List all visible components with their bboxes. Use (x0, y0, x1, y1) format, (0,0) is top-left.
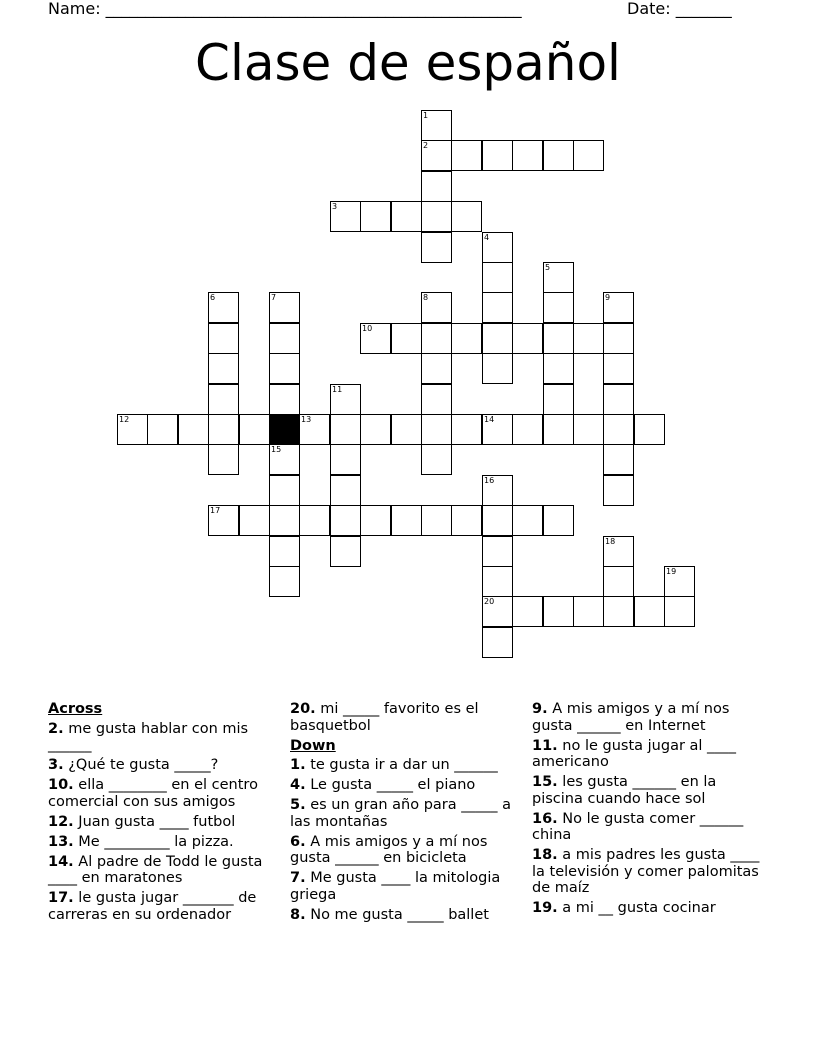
grid-cell[interactable] (573, 140, 604, 171)
clue-number: 18 (605, 537, 616, 546)
grid-cell[interactable] (208, 384, 239, 415)
clue-down-6: 6. A mis amigos y a mí nos gusta ______ en bicicleta (290, 833, 488, 866)
grid-cell[interactable] (421, 110, 452, 141)
grid-cell[interactable] (603, 292, 634, 323)
grid-cell[interactable] (269, 566, 300, 597)
grid-cell[interactable] (330, 475, 361, 506)
clue-number: 20 (484, 597, 495, 606)
across-heading: Across (48, 701, 103, 717)
grid-cell[interactable] (482, 536, 513, 567)
clue-number: 7 (271, 293, 277, 302)
clue-number: 15 (271, 445, 282, 454)
grid-cell[interactable] (421, 444, 452, 475)
grid-cell[interactable] (239, 414, 270, 445)
grid-cell[interactable] (543, 323, 574, 354)
grid-cell[interactable] (573, 596, 604, 627)
grid-cell[interactable] (360, 201, 391, 232)
grid-cell[interactable] (512, 596, 543, 627)
grid-cell[interactable] (269, 444, 300, 475)
grid-cell[interactable] (391, 414, 422, 445)
grid-cell[interactable] (603, 384, 634, 415)
grid-cell[interactable] (330, 201, 361, 232)
clue-across-12: 12. Juan gusta ____ futbol (48, 813, 236, 830)
grid-cell[interactable] (543, 596, 574, 627)
down-heading: Down (290, 737, 336, 754)
grid-cell[interactable] (543, 292, 574, 323)
grid-cell[interactable] (482, 414, 513, 445)
name-field-label: Name: ____________________________________________________ (48, 0, 522, 18)
grid-cell[interactable] (239, 505, 270, 536)
clue-down-4: 4. Le gusta _____ el piano (290, 777, 476, 793)
clue-number: 11 (332, 385, 343, 394)
grid-cell[interactable] (482, 596, 513, 627)
grid-cell[interactable] (208, 353, 239, 384)
grid-cell[interactable] (451, 505, 482, 536)
grid-cell[interactable] (421, 505, 452, 536)
clue-down-15: 15. les gusta ______ en la piscina cuando hace sol (532, 774, 717, 807)
clue-number: 19 (666, 567, 677, 576)
grid-cell[interactable] (603, 566, 634, 597)
grid-cell[interactable] (634, 414, 665, 445)
grid-cell[interactable] (603, 536, 634, 567)
clue-down-1: 1. te gusta ir a dar un ______ (290, 757, 498, 773)
grid-cell[interactable] (482, 353, 513, 384)
clues-column-2 (290, 701, 516, 927)
clue-down-5: 5. es un gran año para _____ a las montañas (290, 797, 511, 830)
grid-cell[interactable] (421, 323, 452, 354)
grid-cell[interactable] (360, 414, 391, 445)
clue-number: 5 (545, 263, 551, 272)
grid-cell[interactable] (330, 414, 361, 445)
grid-cell[interactable] (603, 596, 634, 627)
grid-cell[interactable] (482, 232, 513, 263)
grid-cell[interactable] (208, 444, 239, 475)
clues-column-3 (532, 701, 768, 920)
clue-down-19: 19. a mi __ gusta cocinar (532, 900, 716, 916)
grid-cell[interactable] (512, 140, 543, 171)
grid-cell[interactable] (147, 414, 178, 445)
grid-cell[interactable] (208, 323, 239, 354)
grid-cell[interactable] (421, 232, 452, 263)
clue-number: 14 (484, 415, 495, 424)
page-title: Clase de español (195, 34, 621, 92)
clue-across-14: 14. Al padre de Todd le gusta ____ en maratones (48, 853, 263, 886)
clue-number: 6 (210, 293, 216, 302)
grid-cell[interactable] (360, 323, 391, 354)
clue-number: 2 (423, 141, 429, 150)
grid-cell[interactable] (451, 323, 482, 354)
grid-cell[interactable] (421, 414, 452, 445)
clue-across-17: 17. le gusta jugar _______ de carreras en su ordenador (48, 890, 257, 923)
clue-across-20: 20. mi _____ favorito es el basquetbol (290, 701, 479, 734)
grid-cell[interactable] (421, 384, 452, 415)
clue-number: 10 (362, 324, 373, 333)
grid-cell[interactable] (451, 414, 482, 445)
grid-cell[interactable] (482, 566, 513, 597)
grid-cell[interactable] (117, 414, 148, 445)
grid-cell[interactable] (299, 505, 330, 536)
grid-cell[interactable] (330, 384, 361, 415)
grid-cell[interactable] (269, 323, 300, 354)
grid-cell[interactable] (573, 323, 604, 354)
clue-down-16: 16. No le gusta comer ______ china (532, 810, 744, 843)
grid-cell[interactable] (543, 353, 574, 384)
grid-cell[interactable] (391, 201, 422, 232)
grid-cell[interactable] (269, 536, 300, 567)
grid-cell[interactable] (664, 566, 695, 597)
grid-cell[interactable] (573, 414, 604, 445)
clue-down-8: 8. No me gusta _____ ballet (290, 906, 489, 923)
clue-number: 9 (605, 293, 611, 302)
clue-number: 17 (210, 506, 221, 515)
grid-cell[interactable] (421, 353, 452, 384)
grid-cell[interactable] (269, 292, 300, 323)
grid-cell[interactable] (208, 505, 239, 536)
grid-cell[interactable] (421, 171, 452, 202)
grid-cell[interactable] (482, 292, 513, 323)
clue-down-18: 18. a mis padres les gusta ____ la televisión y comer palomitas de maíz (532, 847, 760, 896)
clue-across-13: 13. Me _________ la pizza. (48, 833, 234, 850)
grid-cell[interactable] (634, 596, 665, 627)
grid-cell[interactable] (269, 353, 300, 384)
grid-cell[interactable] (451, 140, 482, 171)
grid-cell[interactable] (330, 444, 361, 475)
grid-cell[interactable] (299, 414, 330, 445)
clue-number: 4 (484, 233, 490, 242)
grid-cell[interactable] (391, 505, 422, 536)
grid-cell[interactable] (208, 414, 239, 445)
clue-number: 3 (332, 202, 338, 211)
grid-cell[interactable] (330, 536, 361, 567)
grid-cell[interactable] (543, 262, 574, 293)
clue-down-9: 9. A mis amigos y a mí nos gusta ______ en Internet (532, 701, 730, 734)
grid-cell[interactable] (603, 323, 634, 354)
grid-cell[interactable] (451, 201, 482, 232)
grid-cell[interactable] (421, 140, 452, 171)
grid-cell[interactable] (269, 475, 300, 506)
grid-cell[interactable] (603, 444, 634, 475)
grid-cell[interactable] (482, 262, 513, 293)
grid-cell[interactable] (482, 475, 513, 506)
clue-number: 13 (301, 415, 312, 424)
grid-cell[interactable] (269, 505, 300, 536)
clue-number: 16 (484, 476, 495, 485)
grid-cell[interactable] (178, 414, 209, 445)
grid-cell[interactable] (360, 505, 391, 536)
clue-down-7: 7. Me gusta ____ la mitologia griega (290, 870, 501, 903)
grid-cell[interactable] (208, 292, 239, 323)
date-field-label: Date: _______ (627, 0, 732, 18)
grid-cell[interactable] (512, 323, 543, 354)
grid-cell[interactable] (269, 384, 300, 415)
grid-cell[interactable] (664, 596, 695, 627)
clue-down-11: 11. no le gusta jugar al ____ americano (532, 737, 737, 770)
grid-cell[interactable] (482, 140, 513, 171)
grid-cell[interactable] (421, 201, 452, 232)
grid-cell[interactable] (603, 414, 634, 445)
grid-cell[interactable] (421, 292, 452, 323)
grid-cell[interactable] (543, 414, 574, 445)
grid-cell[interactable] (391, 323, 422, 354)
clues-column-1 (48, 701, 280, 927)
clue-across-2: 2. me gusta hablar con mis ______ (48, 720, 249, 753)
grid-cell[interactable] (482, 505, 513, 536)
grid-cell[interactable] (512, 414, 543, 445)
grid-cell[interactable] (543, 140, 574, 171)
grid-cell[interactable] (482, 323, 513, 354)
clue-across-3: 3. ¿Qué te gusta _____? (48, 757, 219, 773)
grid-cell[interactable] (603, 475, 634, 506)
grid-cell[interactable] (512, 505, 543, 536)
grid-block (269, 414, 300, 445)
grid-cell[interactable] (543, 505, 574, 536)
grid-cell[interactable] (482, 627, 513, 658)
grid-cell[interactable] (330, 505, 361, 536)
clue-number: 1 (423, 111, 429, 120)
grid-cell[interactable] (603, 353, 634, 384)
grid-cell[interactable] (543, 384, 574, 415)
clue-number: 8 (423, 293, 429, 302)
clue-number: 12 (119, 415, 130, 424)
clue-across-10: 10. ella ________ en el centro comercial con sus amigos (48, 777, 258, 810)
